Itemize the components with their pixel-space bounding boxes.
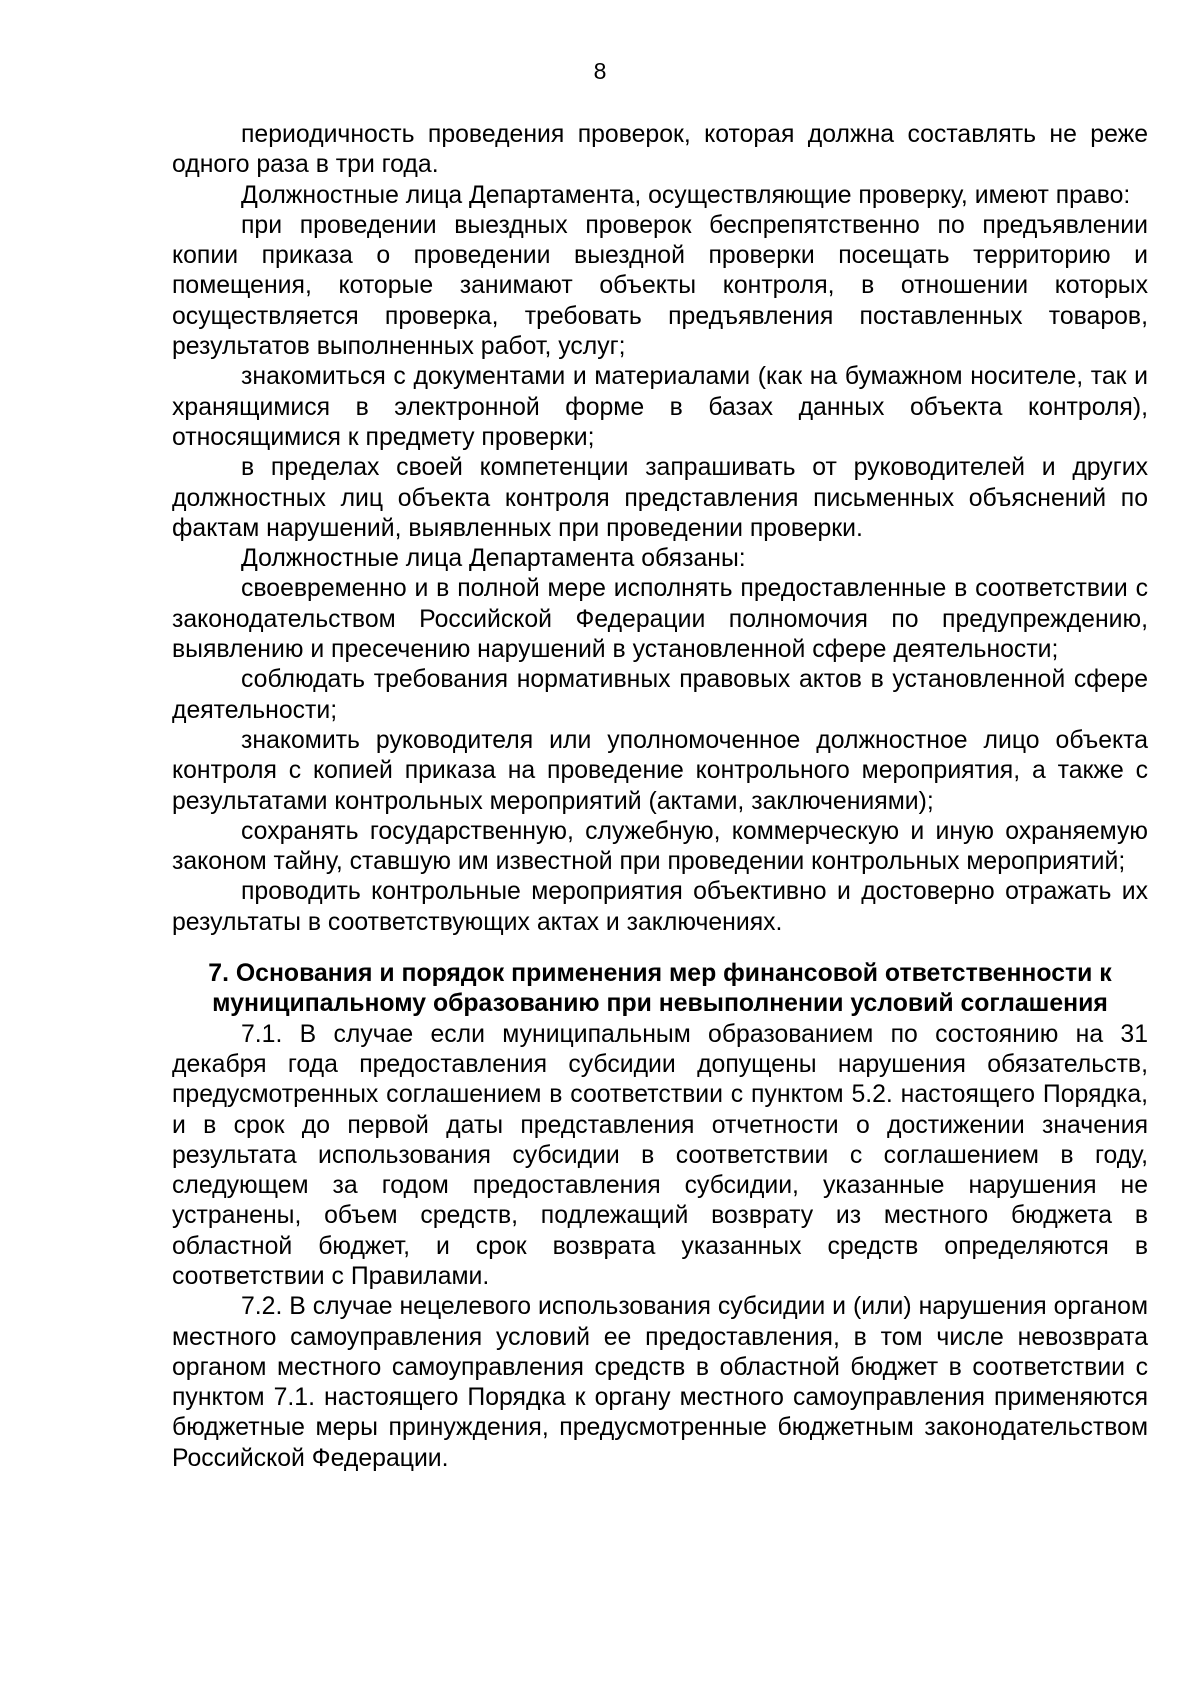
paragraph: 7.1. В случае если муниципальным образованием по состоянию на 31 декабря года предоставления субсидии допущены нарушения обязательств, предусмотренных соглашением в соответствии с пунктом 5.2. настоящего Порядка, и в срок до первой даты представления отчетности о достижении значения результата использования субсидии в соответствии с соглашением в году, следующем за годом предоставления субсидии, указанные нарушения не устранены, объем средств, подлежащий возврату из местного бюджета в областной бюджет, и срок возврата указанных средств определяются в соответствии с Правилами.	[172, 1020, 1148, 1290]
paragraph: знакомить руководителя или уполномоченное должностное лицо объекта контроля с копией приказа на проведение контрольного мероприятия, а также с результатами контрольных мероприятий (актами, заключениями);	[172, 726, 1148, 815]
paragraph: Должностные лица Департамента обязаны:	[241, 545, 746, 573]
paragraph: проводить контрольные мероприятия объективно и достоверно отражать их результаты в соответствующих актах и заключениях.	[172, 878, 1148, 936]
paragraph: Должностные лица Департамента, осуществляющие проверку, имеют право:	[241, 181, 1131, 209]
paragraph: знакомиться с документами и материалами (как на бумажном носителе, так и хранящимися в электронной форме в базах данных объекта контроля), относящимися к предмету проверки;	[172, 363, 1148, 451]
page-number: 8	[593, 58, 607, 84]
paragraph: своевременно и в полной мере исполнять предоставленные в соответствии с законодательством Российской Федерации полномочия по предупреждению, выявлению и пресечению нарушений в установленной сфере деятельности;	[172, 575, 1148, 664]
paragraph: соблюдать требования нормативных правовых актов в установленной сфере деятельности;	[172, 666, 1148, 724]
paragraph: 7.2. В случае нецелевого использования субсидии и (или) нарушения органом местного самоуправления условий ее предоставления, в том числе невозврата органом местного самоуправления средств в областной бюджет в соответствии с пунктом 7.1. настоящего Порядка к органу местного самоуправления применяются бюджетные меры принуждения, предусмотренные бюджетным законодательством Российской Федерации.	[172, 1293, 1148, 1472]
document-body	[172, 120, 1148, 1474]
paragraph: в пределах своей компетенции запрашивать от руководителей и других должностных лиц объекта контроля представления письменных объяснений по фактам нарушений, выявленных при проведении проверки.	[172, 454, 1148, 542]
section-heading: 7. Основания и порядок применения мер финансовой ответственности к муниципальному образованию при невыполнении условий соглашения	[208, 960, 1112, 1018]
paragraph: периодичность проведения проверок, которая должна составлять не реже одного раза в три года.	[172, 121, 1148, 179]
paragraph: сохранять государственную, служебную, коммерческую и иную охраняемую законом тайну, ставшую им известной при проведении контрольных мероприятий;	[172, 817, 1148, 876]
paragraph: при проведении выездных проверок беспрепятственно по предъявлении копии приказа о проведении выездной проверки посещать территорию и помещения, которые занимают объекты контроля, в отношении которых осуществляется проверка, требовать предъявления поставленных товаров, результатов выполненных работ, услуг;	[172, 211, 1148, 361]
